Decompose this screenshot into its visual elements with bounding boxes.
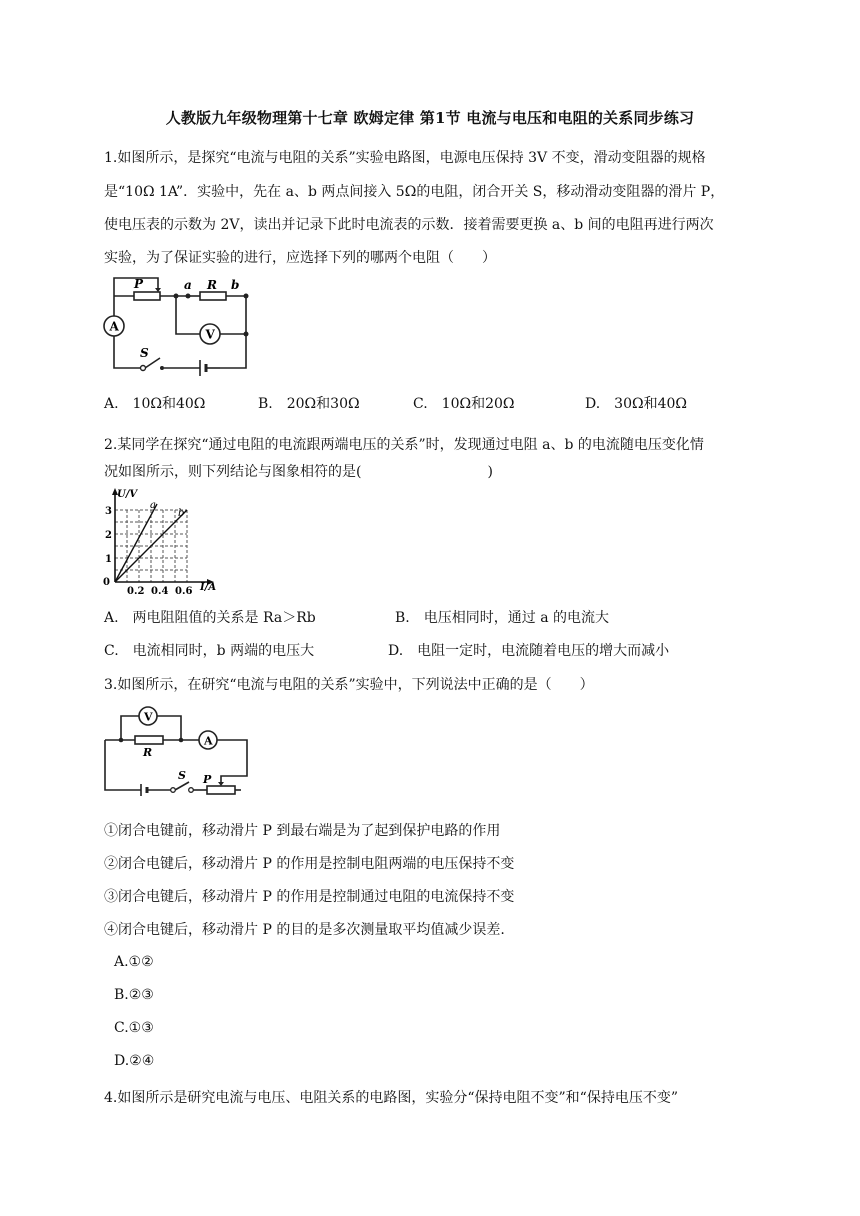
q2-y-axis-label: U/V	[117, 489, 138, 500]
q1-label-s: S	[140, 346, 149, 360]
q2-option-a[interactable]: A. 两电阻阻值的关系是 Ra＞Rb	[104, 610, 316, 626]
q1-option-b[interactable]: B. 20Ω和30Ω	[258, 396, 360, 412]
q2-iu-graph	[98, 486, 222, 598]
q1-label-a: a	[184, 278, 192, 292]
q3-label-s: S	[178, 769, 186, 782]
page-title: 人教版九年级物理第十七章 欧姆定律 第1节 电流与电压和电阻的关系同步练习	[165, 109, 695, 127]
q1-label-p: P	[134, 277, 144, 291]
q2-ytick-3: 3	[105, 506, 112, 517]
q2-ytick-2: 2	[105, 530, 112, 541]
q4-line-1: 4.如图所示是研究电流与电压、电阻关系的电路图，实验分“保持电阻不变”和“保持电压不变”	[104, 1090, 678, 1106]
q1-label-b: b	[231, 278, 240, 292]
q1-voltmeter-label: V	[205, 327, 215, 342]
q2-option-c[interactable]: C. 电流相同时，b 两端的电压大	[104, 643, 315, 659]
q1-ammeter-label: A	[109, 319, 119, 334]
q3-label-p: P	[203, 773, 212, 786]
q3-statement-4: ④闭合电键后，移动滑片 P 的目的是多次测量取平均值减少误差.	[104, 922, 505, 938]
q3-option-a[interactable]: A.①②	[114, 954, 154, 970]
q2-series-a-label: a	[150, 500, 156, 511]
q2-option-b[interactable]: B. 电压相同时，通过 a 的电流大	[395, 610, 609, 626]
q3-option-b[interactable]: B.②③	[114, 987, 154, 1003]
q1-label-r: R	[207, 278, 217, 292]
q2-xtick-3: 0.6	[175, 586, 193, 597]
q3-option-d[interactable]: D.②④	[114, 1053, 155, 1069]
q2-ytick-1: 1	[105, 554, 112, 565]
q1-circuit-diagram	[100, 272, 260, 384]
q2-line-1: 2.某同学在探究“通过电阻的电流跟两端电压的关系”时，发现通过电阻 a、b 的电流随电压变化情	[104, 437, 704, 453]
q1-option-d[interactable]: D. 30Ω和40Ω	[585, 396, 688, 412]
q1-line-1: 1.如图所示，是探究“电流与电阻的关系”实验电路图，电源电压保持 3V 不变，滑动变阻器的规格	[104, 150, 706, 166]
q2-line-2: 况如图所示，则下列结论与图象相符的是( )	[104, 464, 493, 480]
q1-option-c[interactable]: C. 10Ω和20Ω	[413, 396, 515, 412]
q1-line-2: 是“10Ω 1A”．实验中，先在 a、b 两点间接入 5Ω的电阻，闭合开关 S，移动滑动变阻器的滑片 P，	[104, 184, 725, 200]
q3-statement-3: ③闭合电键后，移动滑片 P 的作用是控制通过电阻的电流保持不变	[104, 889, 515, 905]
q2-xtick-2: 0.4	[151, 586, 169, 597]
q3-statement-1: ①闭合电键前，移动滑片 P 到最右端是为了起到保护电路的作用	[104, 823, 501, 839]
q3-voltmeter-label: V	[144, 710, 153, 724]
q2-xtick-1: 0.2	[127, 586, 145, 597]
q3-line-1: 3.如图所示，在研究“电流与电阻的关系”实验中，下列说法中正确的是（ ）	[104, 677, 594, 693]
q2-ytick-0: 0	[103, 577, 110, 588]
q1-option-a[interactable]: A. 10Ω和40Ω	[104, 396, 206, 412]
q3-ammeter-label: A	[204, 734, 213, 748]
q2-series-b-label: b	[178, 508, 185, 519]
q3-statement-2: ②闭合电键后，移动滑片 P 的作用是控制电阻两端的电压保持不变	[104, 856, 515, 872]
q3-option-c[interactable]: C.①③	[114, 1020, 154, 1036]
q3-label-r: R	[143, 746, 153, 759]
q3-circuit-diagram	[101, 704, 251, 802]
q2-x-axis-label: I/A	[200, 582, 217, 593]
q1-line-4: 实验，为了保证实验的进行，应选择下列的哪两个电阻（ ）	[104, 250, 496, 266]
q1-line-3: 使电压表的示数为 2V，读出并记录下此时电流表的示数．接着需要更换 a、b 间的电阻再进行两次	[104, 217, 714, 233]
q2-option-d[interactable]: D. 电阻一定时，电流随着电压的增大而减小	[388, 643, 670, 659]
